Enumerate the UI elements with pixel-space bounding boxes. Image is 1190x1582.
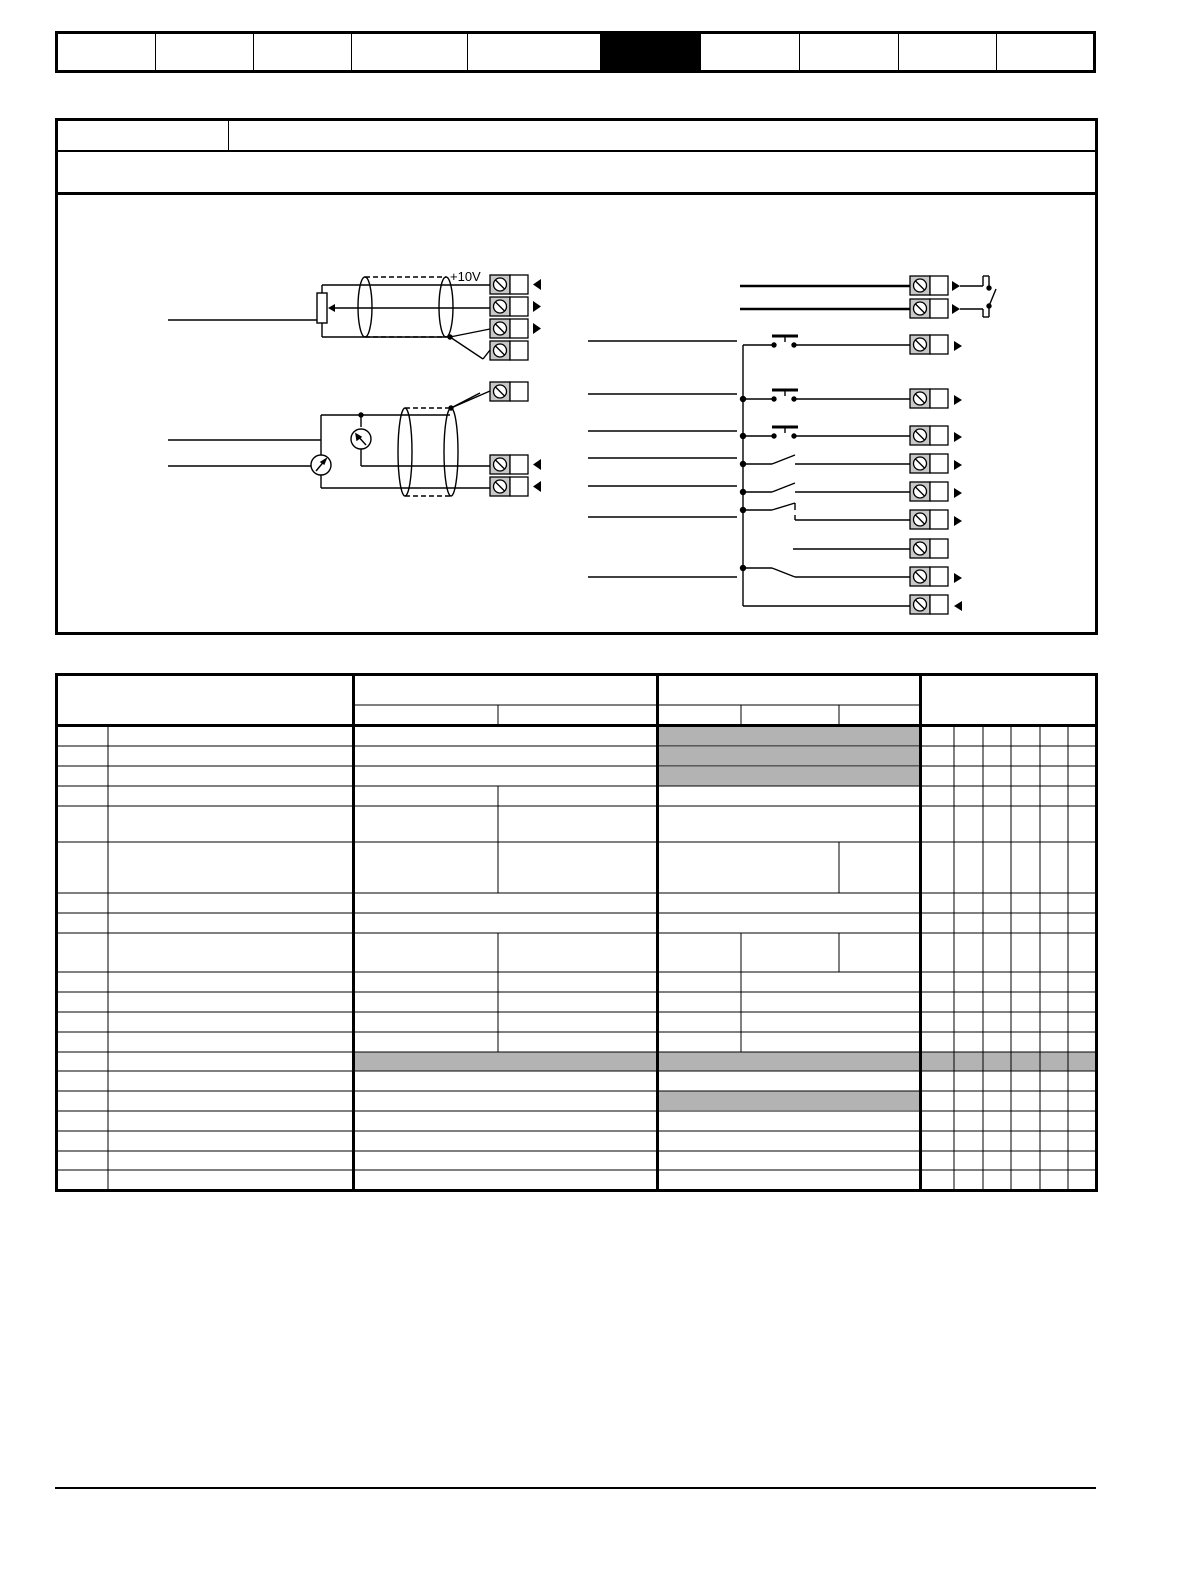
terminal-24 <box>910 389 948 408</box>
parameter-table-grid <box>58 676 1095 1189</box>
terminal-5 <box>490 382 528 401</box>
section-tab-9[interactable] <box>899 34 997 70</box>
terminal-28 <box>910 510 948 529</box>
shaded-cells <box>353 727 1095 1110</box>
terminal-29 <box>910 539 948 558</box>
terminal-1 <box>490 275 528 294</box>
section-tab-6-active[interactable] <box>601 34 701 70</box>
terminal-30 <box>910 567 948 586</box>
section-tab-8[interactable] <box>800 34 899 70</box>
footer-rule <box>55 1487 1096 1489</box>
table-lines <box>58 676 1095 1189</box>
terminal-4 <box>490 341 528 360</box>
section-tab-1[interactable] <box>58 34 156 70</box>
section-tab-2[interactable] <box>156 34 254 70</box>
section-tab-7[interactable] <box>701 34 800 70</box>
section-tab-5[interactable] <box>468 34 601 70</box>
section-tab-10[interactable] <box>997 34 1093 70</box>
wiring-diagram <box>58 121 1095 632</box>
terminal-6 <box>490 455 528 474</box>
terminal-26 <box>910 454 948 473</box>
supply-voltage-label: +10V <box>450 269 481 284</box>
terminal-25 <box>910 426 948 445</box>
wiring-diagram-panel <box>55 118 1098 635</box>
terminal-7 <box>490 477 528 496</box>
section-tab-bar <box>55 31 1096 73</box>
terminal-21 <box>910 276 948 295</box>
analog-input-wiring <box>168 275 541 496</box>
digital-io-wiring <box>588 276 996 614</box>
section-tab-4[interactable] <box>352 34 468 70</box>
terminal-22 <box>910 299 948 318</box>
terminal-31 <box>910 595 948 614</box>
terminal-23 <box>910 335 948 354</box>
terminal-3 <box>490 319 528 338</box>
parameter-table <box>55 673 1098 1192</box>
section-tab-3[interactable] <box>254 34 352 70</box>
terminal-27 <box>910 482 948 501</box>
terminal-2 <box>490 297 528 316</box>
